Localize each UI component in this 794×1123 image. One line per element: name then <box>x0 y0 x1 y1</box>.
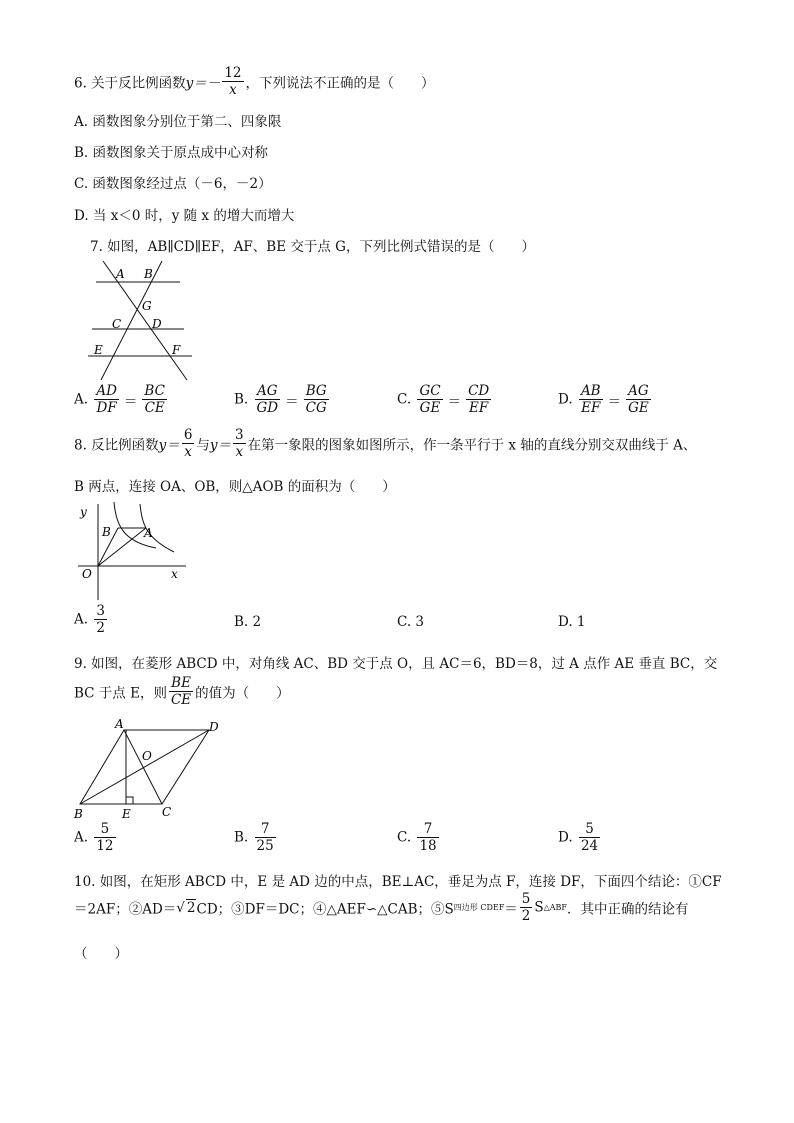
q9-l2b: 的值为（ ） <box>195 685 290 702</box>
q9-right-angle-mark <box>126 797 133 804</box>
q9-opt-b-num: 7 <box>255 822 276 838</box>
q7-label-b: B <box>144 267 153 281</box>
q7-label-a: A <box>116 267 125 281</box>
q7-label-c: C <box>112 317 122 331</box>
q7-opt-c-ld: GE <box>419 400 441 417</box>
q7-stem: 7. 如图，AB∥CD∥EF，AF、BE 交于点 G，下列比例式错误的是（ ） <box>90 239 535 255</box>
q7-opt-d-eq: ＝ <box>607 393 622 410</box>
q7-label-g: G <box>142 299 152 313</box>
q7-opt-d-letter: D. <box>558 391 573 408</box>
q10-sqrt: √ 2 <box>176 900 196 917</box>
q7-opt-b-ld: GD <box>256 400 279 417</box>
q8-f2-den: x <box>235 444 244 461</box>
q8-p1: 8. 反比例函数 <box>74 437 159 454</box>
q9-opt-d-num: 5 <box>579 822 600 838</box>
q8-figure <box>74 500 194 602</box>
q9-label-b: B <box>74 807 83 821</box>
q10-frac-num: 5 <box>521 891 531 907</box>
q6-prefix: 6. 关于反比例函数 <box>74 75 186 92</box>
q7-opt-d-rn: AG <box>626 384 651 400</box>
q8-f2-num: 3 <box>235 427 244 443</box>
q8-label-a: A <box>144 526 153 540</box>
q8-p3: 在第一象限的图象如图所示，作一条平行于 x 轴的直线分别交双曲线于 A、 <box>247 437 697 454</box>
q7-label-f: F <box>172 343 181 357</box>
q7-opt-d-ln: AB <box>580 383 601 399</box>
q6-stem <box>74 66 435 102</box>
q8-option-b: B. 2 <box>234 614 262 630</box>
q8-opt-a-den: 2 <box>96 620 105 637</box>
q10-stem-line2 <box>74 892 688 932</box>
q7-opt-c-eq: ＝ <box>447 393 462 410</box>
q8-f1-num: 6 <box>183 427 193 443</box>
q7-opt-c-rn: CD <box>468 383 490 399</box>
q8-opt-a-num: 3 <box>96 603 105 619</box>
q7-opt-b-rd: CG <box>305 400 327 417</box>
q7-opt-a-eq: ＝ <box>123 393 138 410</box>
q9-opt-a-den: 12 <box>96 838 114 855</box>
q8-y2: y＝ <box>209 437 232 454</box>
q8-curve-y3x <box>114 502 156 548</box>
q9-opt-d-den: 24 <box>580 838 599 855</box>
q9-frac-den: CE <box>170 692 192 709</box>
q9-opt-a-letter: A. <box>74 829 89 846</box>
q9-option-b <box>234 822 278 853</box>
q10-l2a: ＝2AF；②AD＝ <box>74 901 177 918</box>
q10-l2c: S <box>534 899 544 916</box>
q7-opt-a-ld: DF <box>96 400 117 417</box>
q9-option-c <box>397 822 441 853</box>
q6-option-d: D. 当 x＜0 时，y 随 x 的增大而增大 <box>74 208 295 224</box>
q6-frac-den: x <box>229 82 237 99</box>
q7-option-c <box>397 384 493 415</box>
q8-stem-line2: B 两点，连接 OA、OB，则△AOB 的面积为（ ） <box>74 479 396 495</box>
q9-stem-line1: 9. 如图，在菱形 ABCD 中，对角线 AC、BD 交于点 O，且 AC＝6，BD＝8，过 A 点作 AE 垂直 BC，交 <box>74 656 718 672</box>
q7-label-e: E <box>94 343 103 357</box>
q9-opt-c-num: 7 <box>417 822 438 838</box>
q7-opt-c-rd: EF <box>469 400 489 417</box>
q9-label-d: D <box>209 720 219 734</box>
q9-opt-d-letter: D. <box>558 829 573 846</box>
q10-sub2: △ABF <box>543 903 567 913</box>
q9-option-a <box>74 822 118 853</box>
q9-opt-b-den: 25 <box>256 838 274 855</box>
q8-y1: y＝ <box>158 437 180 454</box>
q6-option-b: B. 函数图象关于原点成中心对称 <box>74 145 269 161</box>
q8-label-o: O <box>82 567 92 581</box>
q10-sqrt-value: 2 <box>186 900 196 917</box>
q6-option-c: C. 函数图象经过点（－6，－2） <box>74 176 272 192</box>
q8-option-c: C. 3 <box>397 614 425 630</box>
q7-opt-a-letter: A. <box>74 391 89 408</box>
q9-opt-c-letter: C. <box>397 829 412 846</box>
q9-opt-a-num: 5 <box>94 822 115 838</box>
q10-l2d: ．其中正确的结论有 <box>566 901 689 918</box>
q9-opt-b-letter: B. <box>234 829 249 846</box>
q6-option-a: A. 函数图象分别位于第二、四象限 <box>74 114 282 130</box>
q7-opt-b-eq: ＝ <box>285 393 299 410</box>
q7-option-b <box>234 384 331 415</box>
q8-label-y: y <box>80 505 87 519</box>
q9-label-e: E <box>122 807 131 821</box>
q9-label-c: C <box>162 805 172 819</box>
q10-sub1: 四边形 CDEF <box>453 903 505 913</box>
q9-option-d <box>558 822 602 853</box>
q7-option-d <box>558 384 653 415</box>
q7-opt-c-letter: C. <box>397 391 412 408</box>
q7-opt-a-rd: CE <box>144 400 165 417</box>
q8-stem-line1 <box>74 428 696 464</box>
q6-frac-num: 12 <box>224 65 242 81</box>
q7-opt-a-ln: AD <box>96 383 117 399</box>
q8-f1-den: x <box>184 444 192 461</box>
q7-opt-d-rd: GE <box>628 400 649 417</box>
q8-label-b: B <box>102 525 111 539</box>
q9-label-a: A <box>115 717 124 731</box>
q9-diagonal-bd <box>80 730 209 804</box>
q6-yeq: y＝－ <box>185 75 221 92</box>
q9-diagonal-ac <box>124 730 162 804</box>
q7-opt-d-ld: EF <box>581 400 601 417</box>
q8-option-d: D. 1 <box>558 614 586 630</box>
q9-stem-line2 <box>74 676 290 714</box>
q10-stem-line3: （ ） <box>74 946 128 962</box>
q6-suffix: ，下列说法不正确的是（ ） <box>245 75 435 92</box>
q7-opt-b-letter: B. <box>234 391 249 408</box>
q7-label-d: D <box>152 317 162 331</box>
q10-frac-den: 2 <box>521 908 531 925</box>
q10-stem-line1: 10. 如图，在矩形 ABCD 中，E 是 AD 边的中点，BE⊥AC，垂足为点 F，连接 DF，下面四个结论：①CF <box>74 874 722 890</box>
q9-figure <box>72 716 224 822</box>
q7-opt-a-rn: BC <box>144 383 165 399</box>
q8-label-x: x <box>171 567 178 581</box>
q9-label-o: O <box>142 749 152 763</box>
q8-opt-a-letter: A. <box>74 611 89 628</box>
q9-frac-num: BE <box>169 676 193 692</box>
q8-option-a <box>74 604 109 635</box>
q7-option-a <box>74 384 169 415</box>
q7-figure <box>86 258 198 382</box>
q10-l2eq: ＝ <box>504 901 518 918</box>
q9-l2a: BC 于点 E，则 <box>74 685 167 702</box>
q8-p2: 与 <box>196 437 210 454</box>
q10-l2b: CD；③DF＝DC；④△AEF∽△CAB；⑤S <box>196 901 454 918</box>
q7-opt-b-ln: AG <box>255 384 281 400</box>
q7-opt-c-ln: GC <box>419 383 441 399</box>
q7-opt-b-rn: BG <box>304 384 329 400</box>
q9-opt-c-den: 18 <box>419 838 437 855</box>
q6-fraction <box>222 66 243 97</box>
